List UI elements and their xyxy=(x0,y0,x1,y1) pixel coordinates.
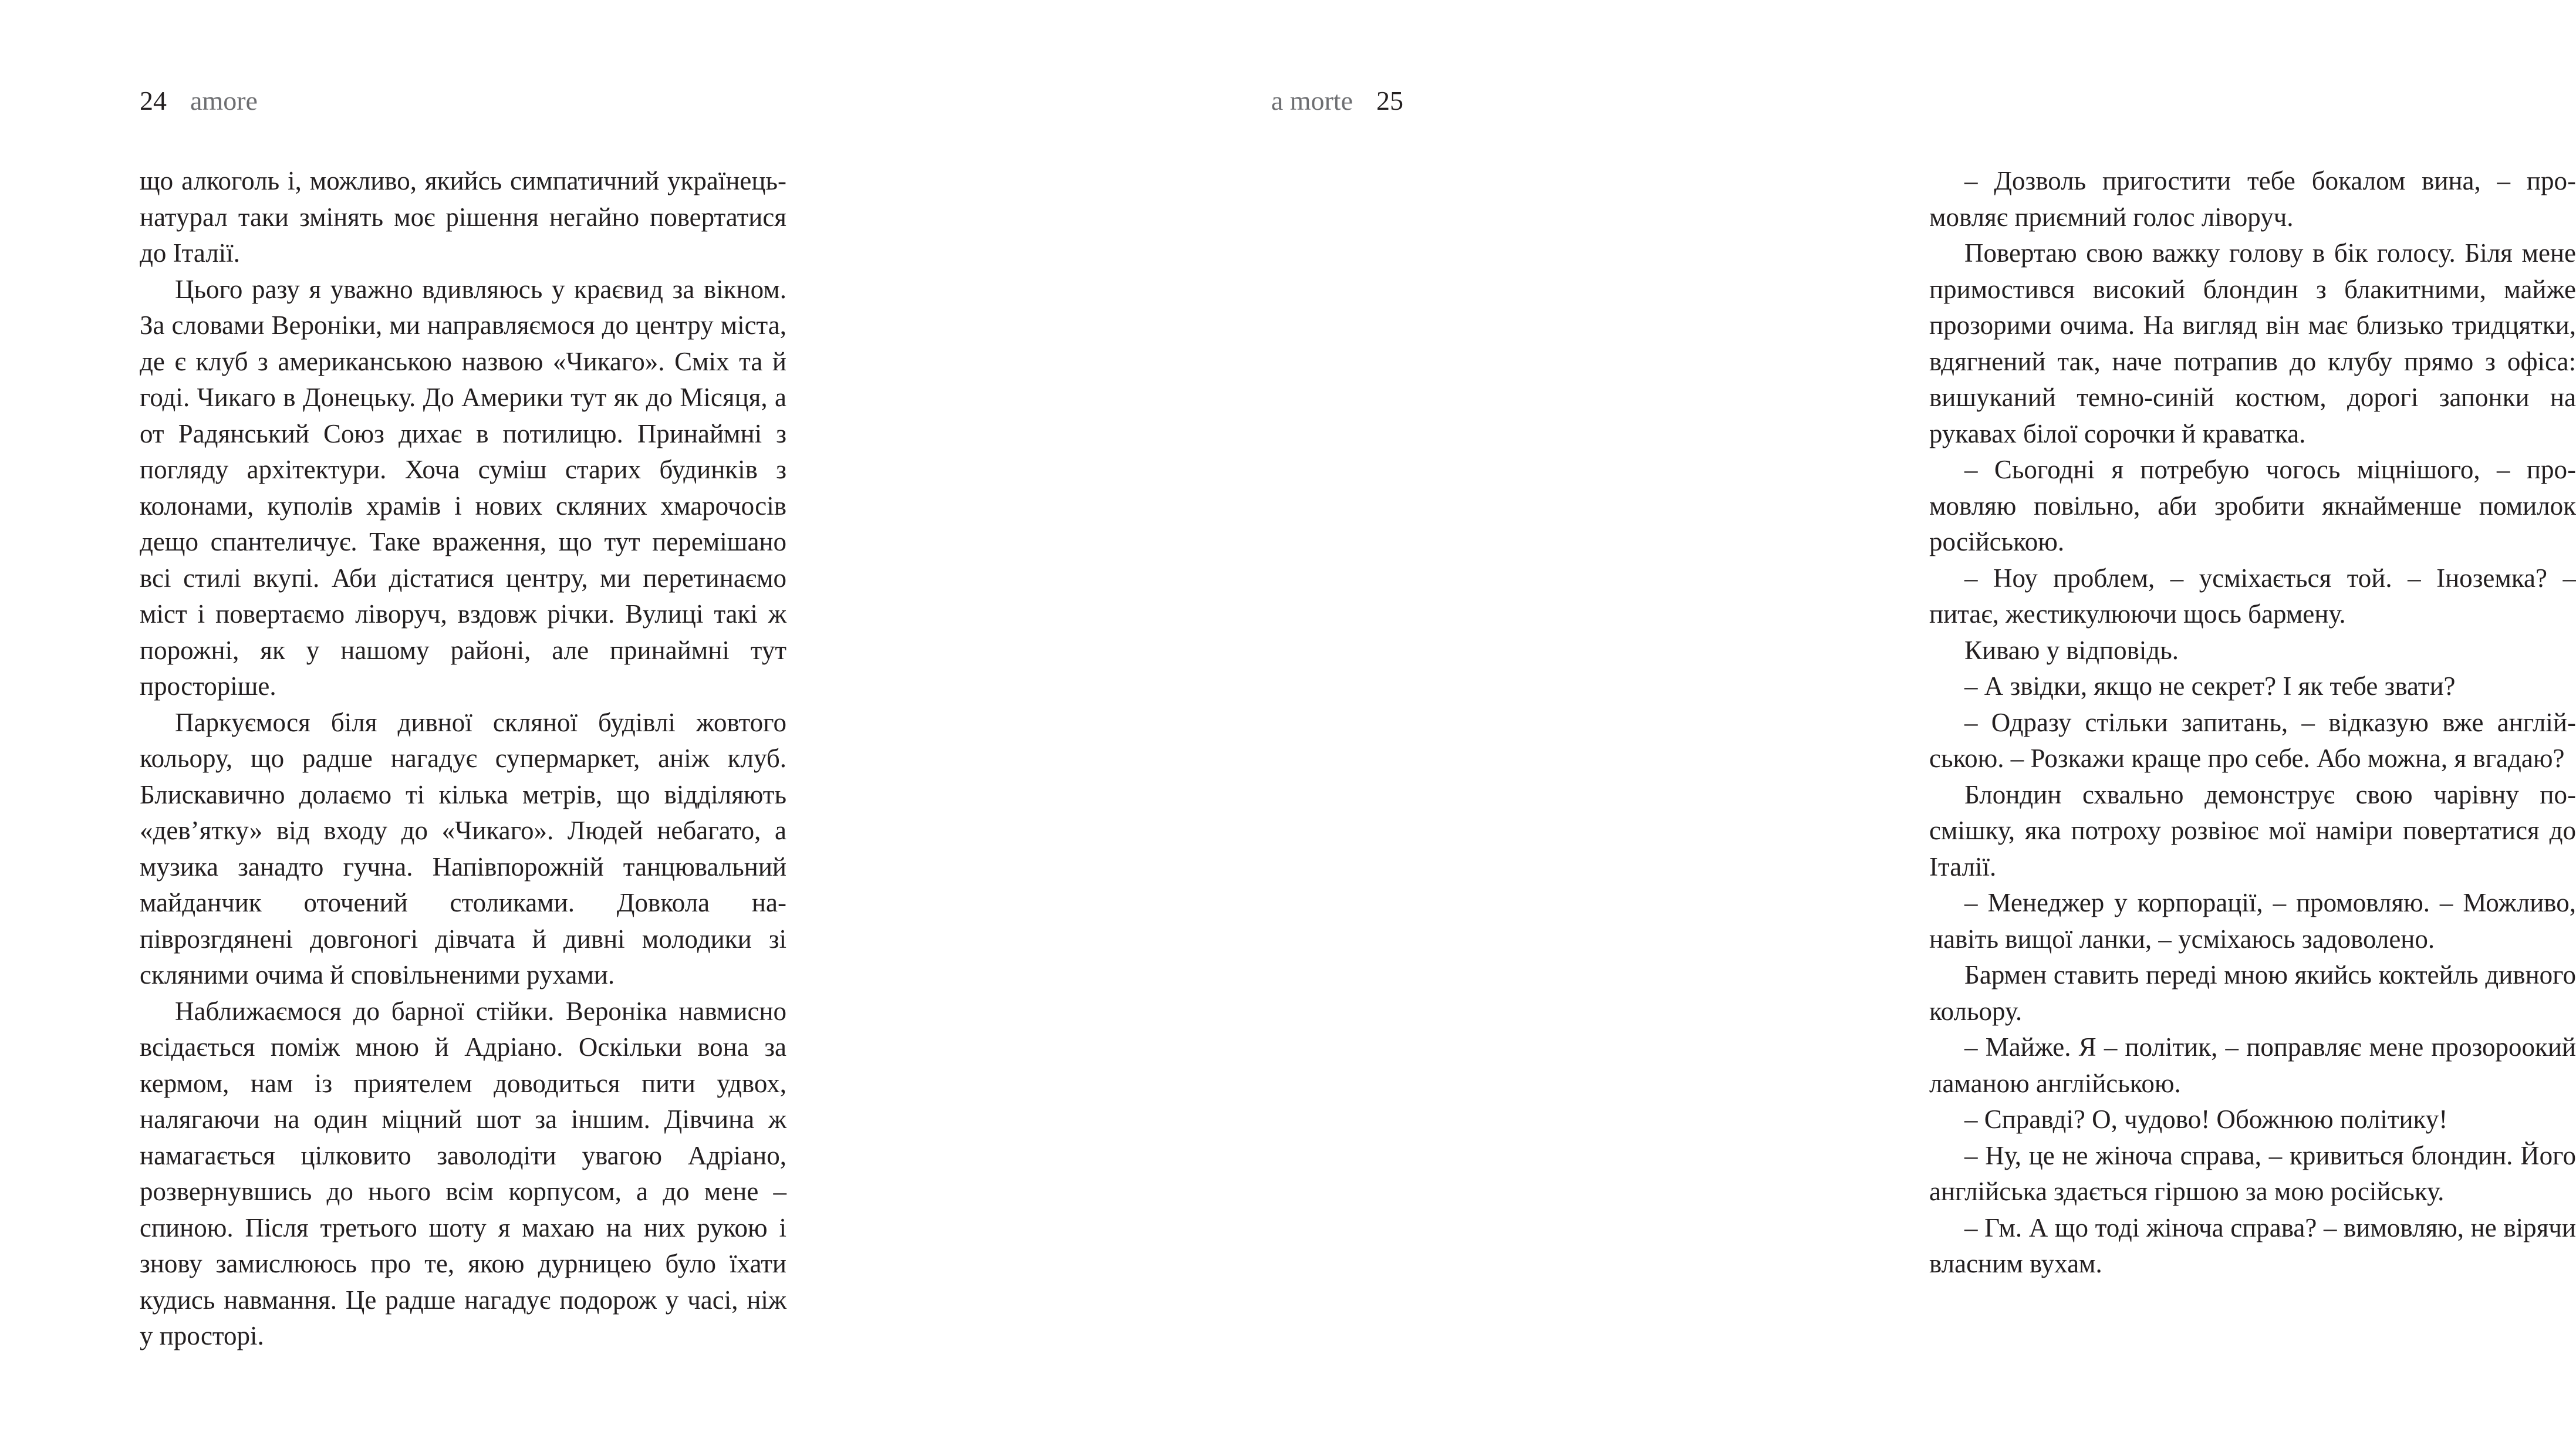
paragraph: – Ну, це не жіноча справа, – кривиться блондин. Його англійська здається гіршою за мою російську. xyxy=(1929,1140,2576,1206)
left-body-text xyxy=(140,163,786,1355)
paragraph: Киваю у відповідь. xyxy=(1964,635,2179,665)
paragraph: Блондин схвально демонструє свою чарівну посмішку, яка потроху розвіює мої наміри повертатися до Італії. xyxy=(1929,779,2576,882)
paragraph: – Гм. А що тоді жіноча справа? – вимовляю, не вірячи власним вухам. xyxy=(1929,1213,2576,1278)
paragraph: – Майже. Я – політик, – поправляє мене прозороокий ламаною англійською. xyxy=(1929,1032,2576,1098)
right-running-header xyxy=(1271,83,1403,119)
paragraph: – Дозволь пригостити тебе бокалом вина, – промовляє приємний голос ліворуч. xyxy=(1929,166,2576,232)
paragraph: Наближаємося до барної стійки. Вероніка навмисно всідається поміж мною й Адріано. Оскільки вона за кермом, нам із приятелем доводиться пити удвох, налягаючи на один міцний шот за іншим. Дівчина ж намагається цілковито заволодіти увагою Адріано, розвернувшись до нього всім корпусом, а до мене – спиною. Після третього шоту я махаю на них рукою і знову замислююсь про те, якою дурницею було їхати кудись навмання. Це радше нагадує подорож у часі, ніж у просторі. xyxy=(140,996,786,1350)
right-running-title: a morte xyxy=(1271,86,1353,116)
paragraph: що алкоголь і, можливо, якийсь симпатичний українець-натурал таки змінять моє рішення негайно повертатися до Італії. xyxy=(140,166,786,268)
paragraph: – Менеджер у корпорації, – промовляю. – Можливо, навіть вищої ланки, – усміхаюсь задоволено. xyxy=(1929,888,2576,954)
left-page xyxy=(0,0,901,1442)
paragraph: Паркуємося біля дивної скляної будівлі жовтого кольору, що радше нагадує супермаркет, аніж клуб. Блискавично долаємо ті кілька метрів, що відділяють «дев’ятку» від входу до «Чикаго». Людей небагато, а музика занадто гучна. Напівпорожній танцювальний майданчик оточений столиками. Довкола напіврозгдянені довгоногі дівчата й дивні молодики зі скляними очима й сповільненими рухами. xyxy=(140,707,786,990)
right-page xyxy=(901,0,2576,1442)
paragraph: Бармен ставить переді мною якийсь коктейль дивного кольору. xyxy=(1929,960,2576,1026)
paragraph: – Одразу стільки запитань, – відказую вже англійською. – Розкажи краще про себе. Або можна, я вгадаю? xyxy=(1929,707,2576,773)
left-page-number: 24 xyxy=(140,86,167,116)
paragraph: – Ноу проблем, – усміхається той. – Іноземка? – питає, жестикулюючи щось бармену. xyxy=(1929,563,2576,629)
paragraph: – А звідки, якщо не секрет? І як тебе звати? xyxy=(1964,671,2456,701)
left-running-title: amore xyxy=(190,86,258,116)
right-body-text xyxy=(1929,163,2576,1282)
paragraph: Цього разу я уважно вдивляюсь у краєвид за вікном. За словами Вероніки, ми направляємося до центру міста, де є клуб з американською назвою «Чикаго». Сміх та й годі. Чикаго в Донецьку. До Америки тут як до Місяця, а от Радянський Союз дихає в потилицю. Принаймні з погляду архітектури. Хоча суміш старих будинків з колонами, куполів храмів і нових скляних хмарочосів дещо спантеличує. Таке враження, що тут перемішано всі стилі вкупі. Аби дістатися центру, ми перетинаємо міст і повертаємо ліворуч, вздовж річки. Вулиці такі ж порожні, як у нашому районі, але принаймні тут просторіше. xyxy=(140,274,786,701)
paragraph: – Справді? О, чудово! Обожнюю політику! xyxy=(1964,1105,2448,1134)
left-running-header xyxy=(140,83,258,119)
paragraph: – Сьогодні я потребую чогось міцнішого, – промовляю повільно, аби зробити якнайменше помилок російською. xyxy=(1929,455,2576,556)
right-page-number: 25 xyxy=(1376,86,1403,116)
paragraph: Повертаю свою важку голову в бік голосу. Біля мене примостився високий блондин з блакитними, майже прозорими очима. На вигляд він має близько тридцятки, вдягнений так, наче потрапив до клубу прямо з офіса: вишуканий темно-синій костюм, дорогі запонки на рукавах білої сорочки й краватка. xyxy=(1929,238,2576,448)
